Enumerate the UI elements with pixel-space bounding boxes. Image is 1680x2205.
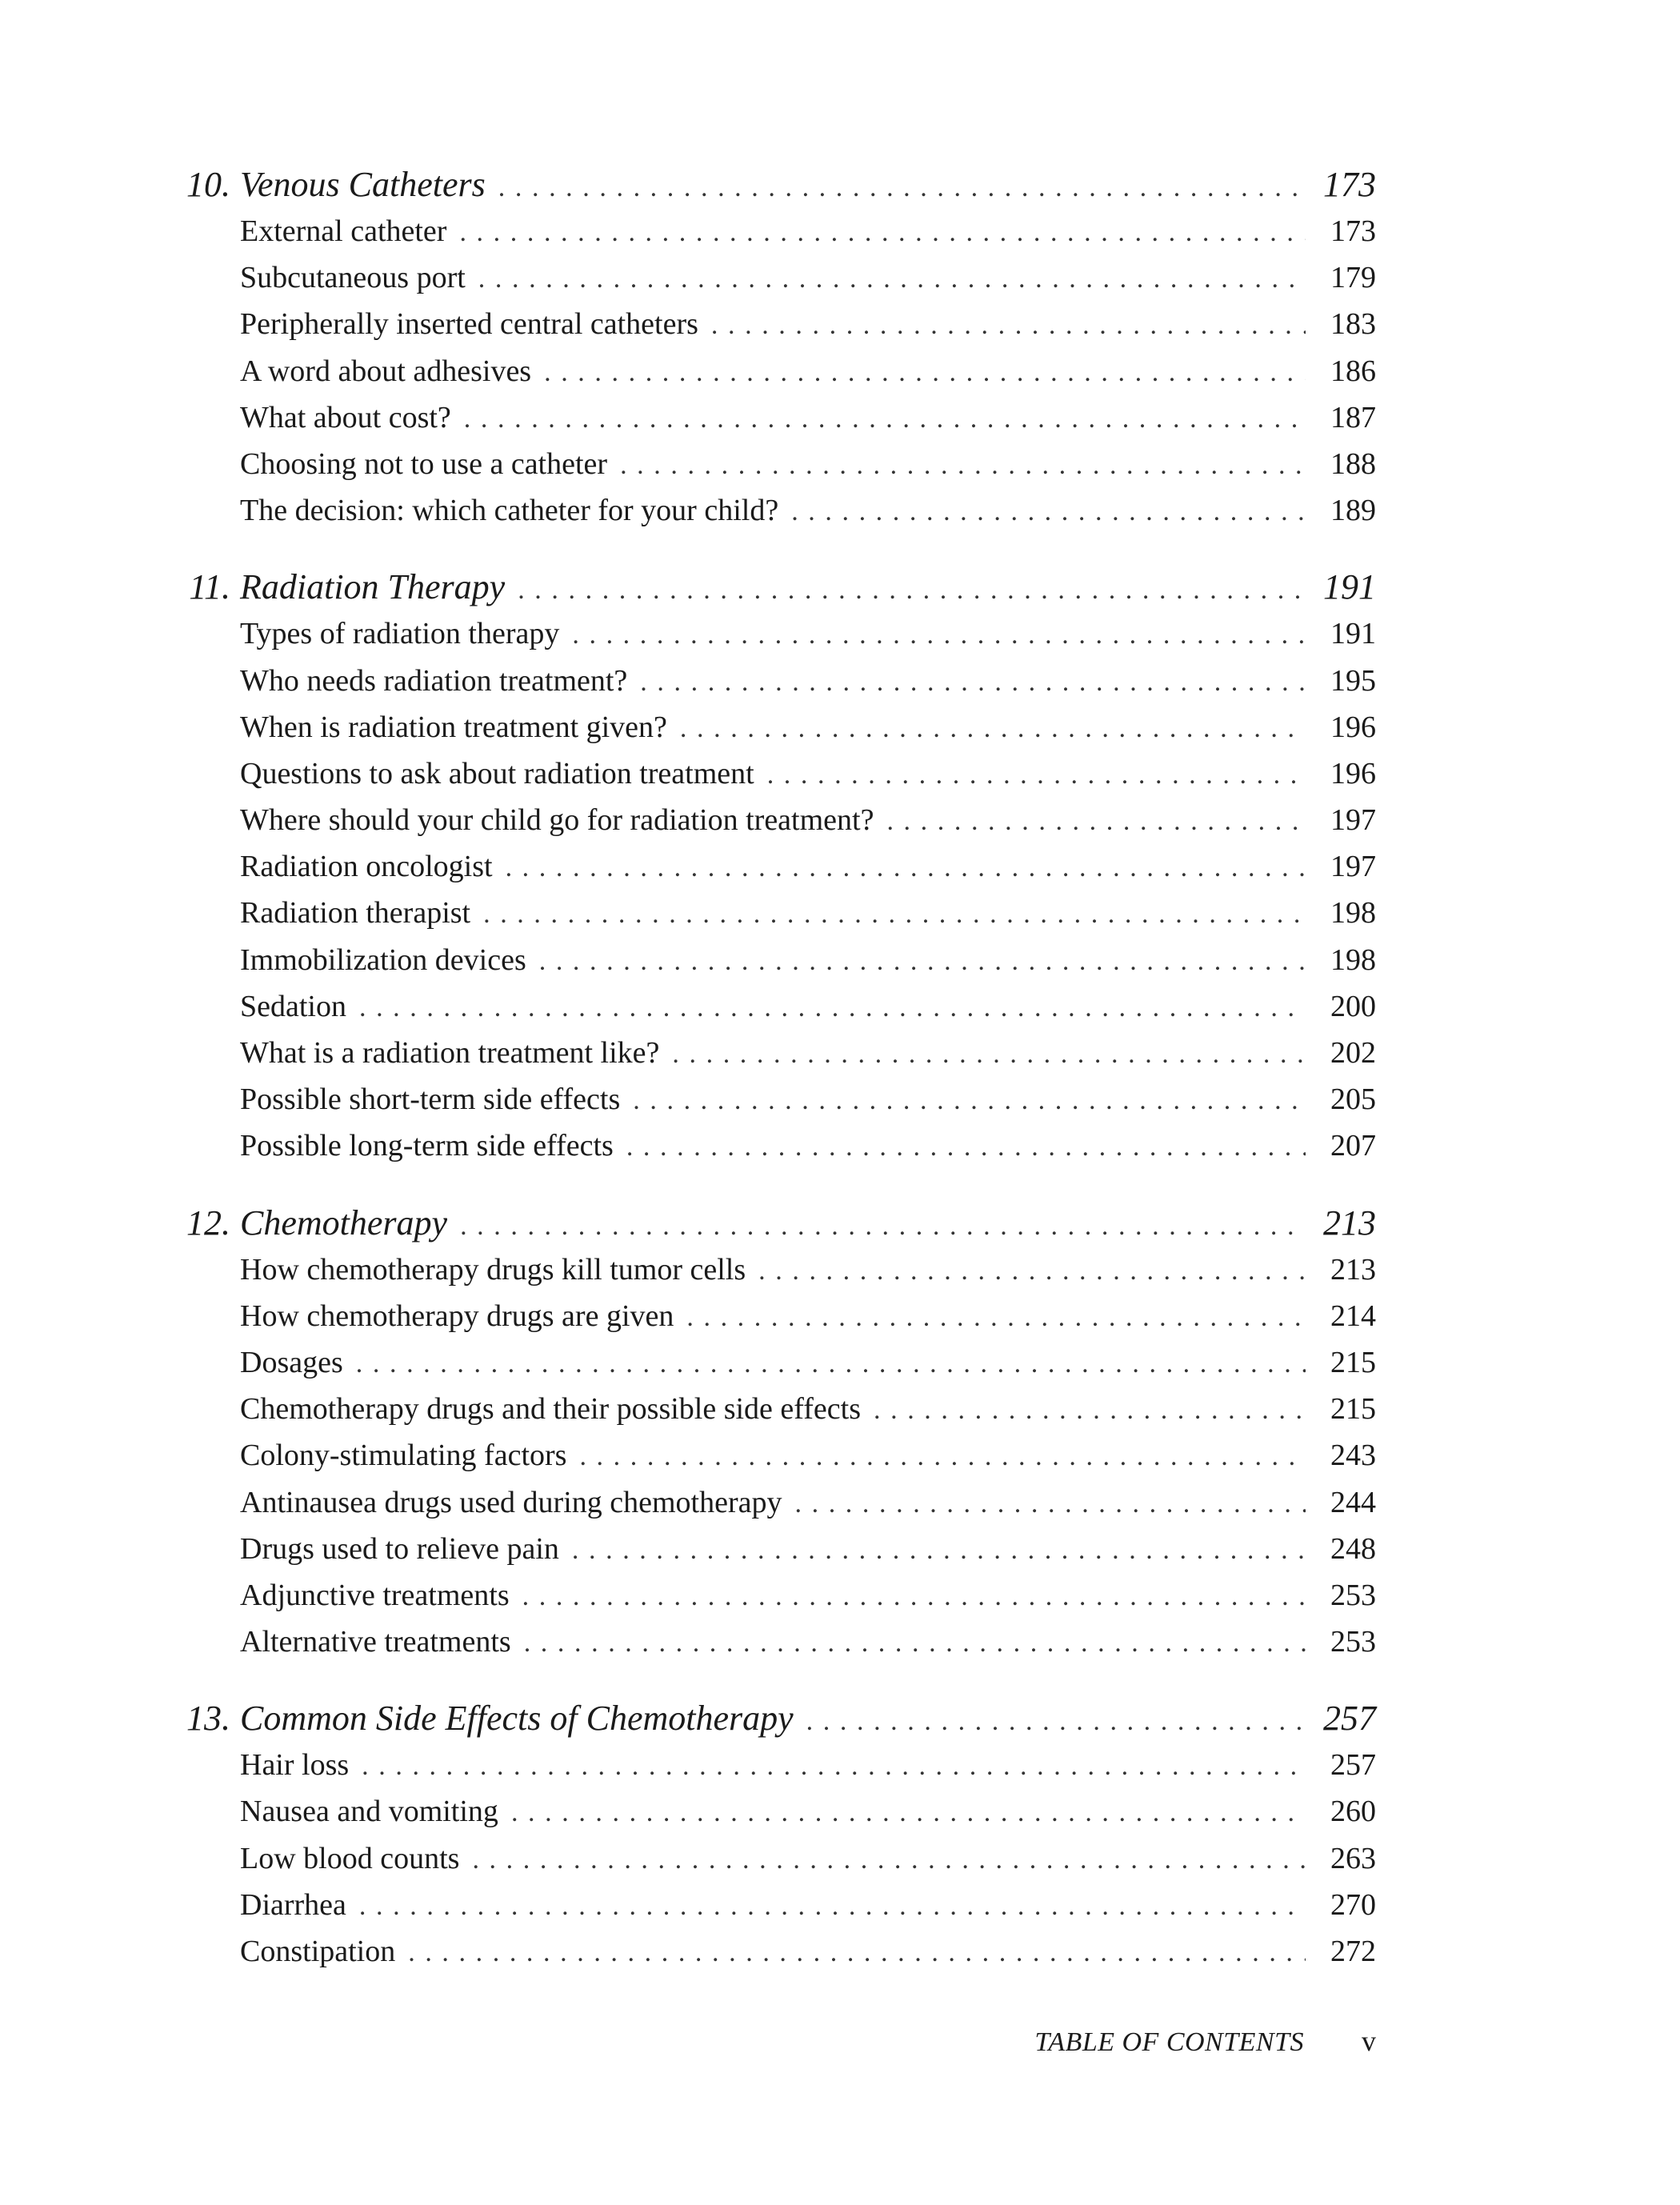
section-title: Subcutaneous port (240, 261, 466, 295)
section-entry[interactable] (178, 616, 1376, 662)
section-entry[interactable] (178, 1345, 1376, 1391)
section-entry[interactable] (178, 1934, 1376, 1980)
section-title: Questions to ask about radiation treatment (240, 756, 754, 790)
section-entry[interactable] (178, 1485, 1376, 1531)
dot-leader (362, 1751, 1306, 1782)
section-entry[interactable] (178, 1531, 1376, 1578)
dot-leader (522, 1582, 1306, 1612)
section-title: Alternative treatments (240, 1625, 511, 1659)
section-entry[interactable] (178, 400, 1376, 446)
section-page-number: 198 (1330, 896, 1376, 930)
section-entry[interactable] (178, 663, 1376, 710)
chapter-heading[interactable] (178, 164, 1376, 214)
section-title: Colony-stimulating factors (240, 1439, 567, 1473)
section-title: Low blood counts (240, 1841, 460, 1875)
section-page-number: 197 (1330, 850, 1376, 884)
section-page-number: 260 (1330, 1795, 1376, 1829)
section-entry[interactable] (178, 354, 1376, 400)
section-entry[interactable] (178, 989, 1376, 1035)
dot-leader (620, 450, 1306, 481)
dot-leader (459, 218, 1306, 248)
section-title: Constipation (240, 1935, 396, 1968)
chapter-page-number: 191 (1323, 567, 1376, 607)
section-page-number: 213 (1330, 1252, 1376, 1287)
section-entry[interactable] (178, 1252, 1376, 1299)
section-title: Where should your child go for radiation treatment? (240, 803, 874, 838)
section-page-number: 183 (1330, 307, 1376, 342)
chapter-page-number: 213 (1323, 1203, 1376, 1243)
section-page-number: 205 (1330, 1082, 1376, 1117)
dot-leader (359, 1891, 1306, 1922)
chapter-number: 11. (189, 567, 230, 607)
dot-leader (524, 1628, 1306, 1659)
section-entry[interactable] (178, 942, 1376, 989)
section-entry[interactable] (178, 1887, 1376, 1934)
section-entry[interactable] (178, 214, 1376, 260)
section-page-number: 272 (1330, 1935, 1376, 1968)
section-title: Hair loss (240, 1748, 350, 1783)
dot-leader (544, 358, 1306, 388)
section-title: Sedation (240, 989, 346, 1023)
section-entry[interactable] (178, 260, 1376, 306)
section-entry[interactable] (178, 895, 1376, 942)
section-page-number: 196 (1330, 756, 1376, 790)
dot-leader (886, 806, 1306, 837)
dot-leader (686, 1303, 1306, 1333)
section-page-number: 196 (1330, 710, 1376, 744)
chapter-number: 13. (186, 1699, 230, 1739)
section-title: Types of radiation therapy (240, 617, 560, 651)
section-title: What is a radiation treatment like? (240, 1036, 660, 1070)
chapter-block (178, 164, 1376, 539)
dot-leader (711, 310, 1306, 341)
section-page-number: 253 (1330, 1578, 1376, 1612)
chapter-number: 10. (186, 165, 230, 204)
section-page-number: 263 (1330, 1841, 1376, 1875)
section-page-number: 197 (1330, 803, 1376, 838)
chapter-page-number: 257 (1323, 1699, 1376, 1739)
dot-leader (498, 173, 1306, 203)
section-entry[interactable] (178, 1747, 1376, 1794)
section-title: Radiation oncologist (240, 850, 493, 884)
dot-leader (633, 1086, 1306, 1116)
dot-leader (672, 1039, 1306, 1070)
dot-leader (806, 1707, 1306, 1737)
section-title: Radiation therapist (240, 896, 471, 930)
section-title: A word about adhesives (240, 354, 532, 388)
section-entry[interactable] (178, 1841, 1376, 1887)
section-title: Nausea and vomiting (240, 1795, 498, 1829)
dot-leader (483, 899, 1306, 930)
section-page-number: 179 (1330, 261, 1376, 295)
section-page-number: 270 (1330, 1887, 1376, 1922)
section-page-number: 253 (1330, 1625, 1376, 1659)
dot-leader (478, 264, 1306, 294)
section-page-number: 187 (1330, 400, 1376, 434)
section-entry[interactable] (178, 802, 1376, 849)
chapter-number: 12. (186, 1203, 230, 1243)
section-title: Diarrhea (240, 1887, 346, 1922)
page-footer (1026, 2024, 1376, 2072)
dot-leader (408, 1938, 1306, 1968)
section-page-number: 248 (1330, 1531, 1376, 1566)
section-page-number: 188 (1330, 446, 1376, 481)
section-title: Antinausea drugs used during chemotherapy (240, 1485, 782, 1519)
section-page-number: 191 (1330, 617, 1376, 651)
section-title: Peripherally inserted central catheters (240, 307, 698, 342)
chapter-heading[interactable] (178, 566, 1376, 616)
table-of-contents (178, 164, 1376, 2007)
chapter-title: Venous Catheters (240, 165, 486, 204)
section-entry[interactable] (178, 1438, 1376, 1484)
section-title: External catheter (240, 214, 447, 248)
dot-leader (791, 497, 1306, 527)
section-entry[interactable] (178, 756, 1376, 802)
section-title: How chemotherapy drugs are given (240, 1299, 674, 1333)
dot-leader (460, 1211, 1306, 1242)
dot-leader (464, 404, 1306, 434)
dot-leader (579, 1442, 1306, 1472)
section-title: Chemotherapy drugs and their possible side effects (240, 1392, 861, 1427)
dot-leader (506, 853, 1306, 883)
section-entry[interactable] (178, 1128, 1376, 1175)
section-entry[interactable] (178, 1578, 1376, 1624)
section-entry[interactable] (178, 1794, 1376, 1840)
section-title: Possible long-term side effects (240, 1129, 614, 1163)
section-page-number: 198 (1330, 942, 1376, 977)
dot-leader (539, 946, 1306, 977)
chapter-block (178, 566, 1376, 1175)
section-title: The decision: which catheter for your child? (240, 494, 779, 528)
section-page-number: 257 (1330, 1748, 1376, 1783)
section-title: Adjunctive treatments (240, 1578, 510, 1612)
section-entry[interactable] (178, 710, 1376, 756)
section-page-number: 215 (1330, 1392, 1376, 1427)
dot-leader (511, 1798, 1306, 1828)
section-title: Immobilization devices (240, 942, 526, 977)
section-title: How chemotherapy drugs kill tumor cells (240, 1252, 746, 1287)
chapter-title: Common Side Effects of Chemotherapy (240, 1699, 794, 1739)
section-entry[interactable] (178, 493, 1376, 539)
section-title: What about cost? (240, 400, 451, 434)
chapter-block (178, 1203, 1376, 1671)
section-entry[interactable] (178, 446, 1376, 493)
section-page-number: 189 (1330, 494, 1376, 528)
section-page-number: 202 (1330, 1036, 1376, 1070)
section-title: Choosing not to use a catheter (240, 446, 608, 481)
section-entry[interactable] (178, 1035, 1376, 1082)
section-page-number: 214 (1330, 1299, 1376, 1333)
section-entry[interactable] (178, 1391, 1376, 1438)
footer-label: TABLE OF CONTENTS (1034, 2027, 1304, 2057)
dot-leader (626, 1132, 1306, 1163)
section-title: Possible short-term side effects (240, 1082, 621, 1117)
section-title: When is radiation treatment given? (240, 710, 667, 744)
dot-leader (640, 667, 1306, 698)
chapter-block (178, 1698, 1376, 1980)
dot-leader (795, 1489, 1306, 1519)
dot-leader (472, 1845, 1306, 1875)
dot-leader (572, 1535, 1306, 1566)
section-entry[interactable] (178, 1299, 1376, 1345)
section-entry[interactable] (178, 849, 1376, 895)
section-page-number: 243 (1330, 1439, 1376, 1473)
section-page-number: 207 (1330, 1129, 1376, 1163)
section-page-number: 244 (1330, 1485, 1376, 1519)
dot-leader (874, 1395, 1306, 1426)
section-entry[interactable] (178, 306, 1376, 353)
chapter-title: Radiation Therapy (240, 567, 506, 607)
section-page-number: 200 (1330, 989, 1376, 1023)
dot-leader (518, 575, 1306, 606)
chapter-heading[interactable] (178, 1698, 1376, 1747)
section-entry[interactable] (178, 1082, 1376, 1128)
dot-leader (356, 1349, 1306, 1379)
section-title: Drugs used to relieve pain (240, 1531, 559, 1566)
dot-leader (758, 1256, 1306, 1287)
section-page-number: 195 (1330, 663, 1376, 698)
chapter-page-number: 173 (1323, 165, 1376, 204)
section-title: Dosages (240, 1345, 343, 1379)
section-page-number: 173 (1330, 214, 1376, 248)
section-page-number: 186 (1330, 354, 1376, 388)
dot-leader (767, 760, 1306, 790)
section-page-number: 215 (1330, 1345, 1376, 1379)
chapter-title: Chemotherapy (240, 1203, 448, 1243)
dot-leader (572, 620, 1306, 650)
chapter-heading[interactable] (178, 1203, 1376, 1252)
dot-leader (359, 993, 1306, 1023)
section-entry[interactable] (178, 1624, 1376, 1671)
section-title: Who needs radiation treatment? (240, 663, 628, 698)
footer-page-number: v (1362, 2025, 1376, 2057)
dot-leader (680, 714, 1306, 744)
